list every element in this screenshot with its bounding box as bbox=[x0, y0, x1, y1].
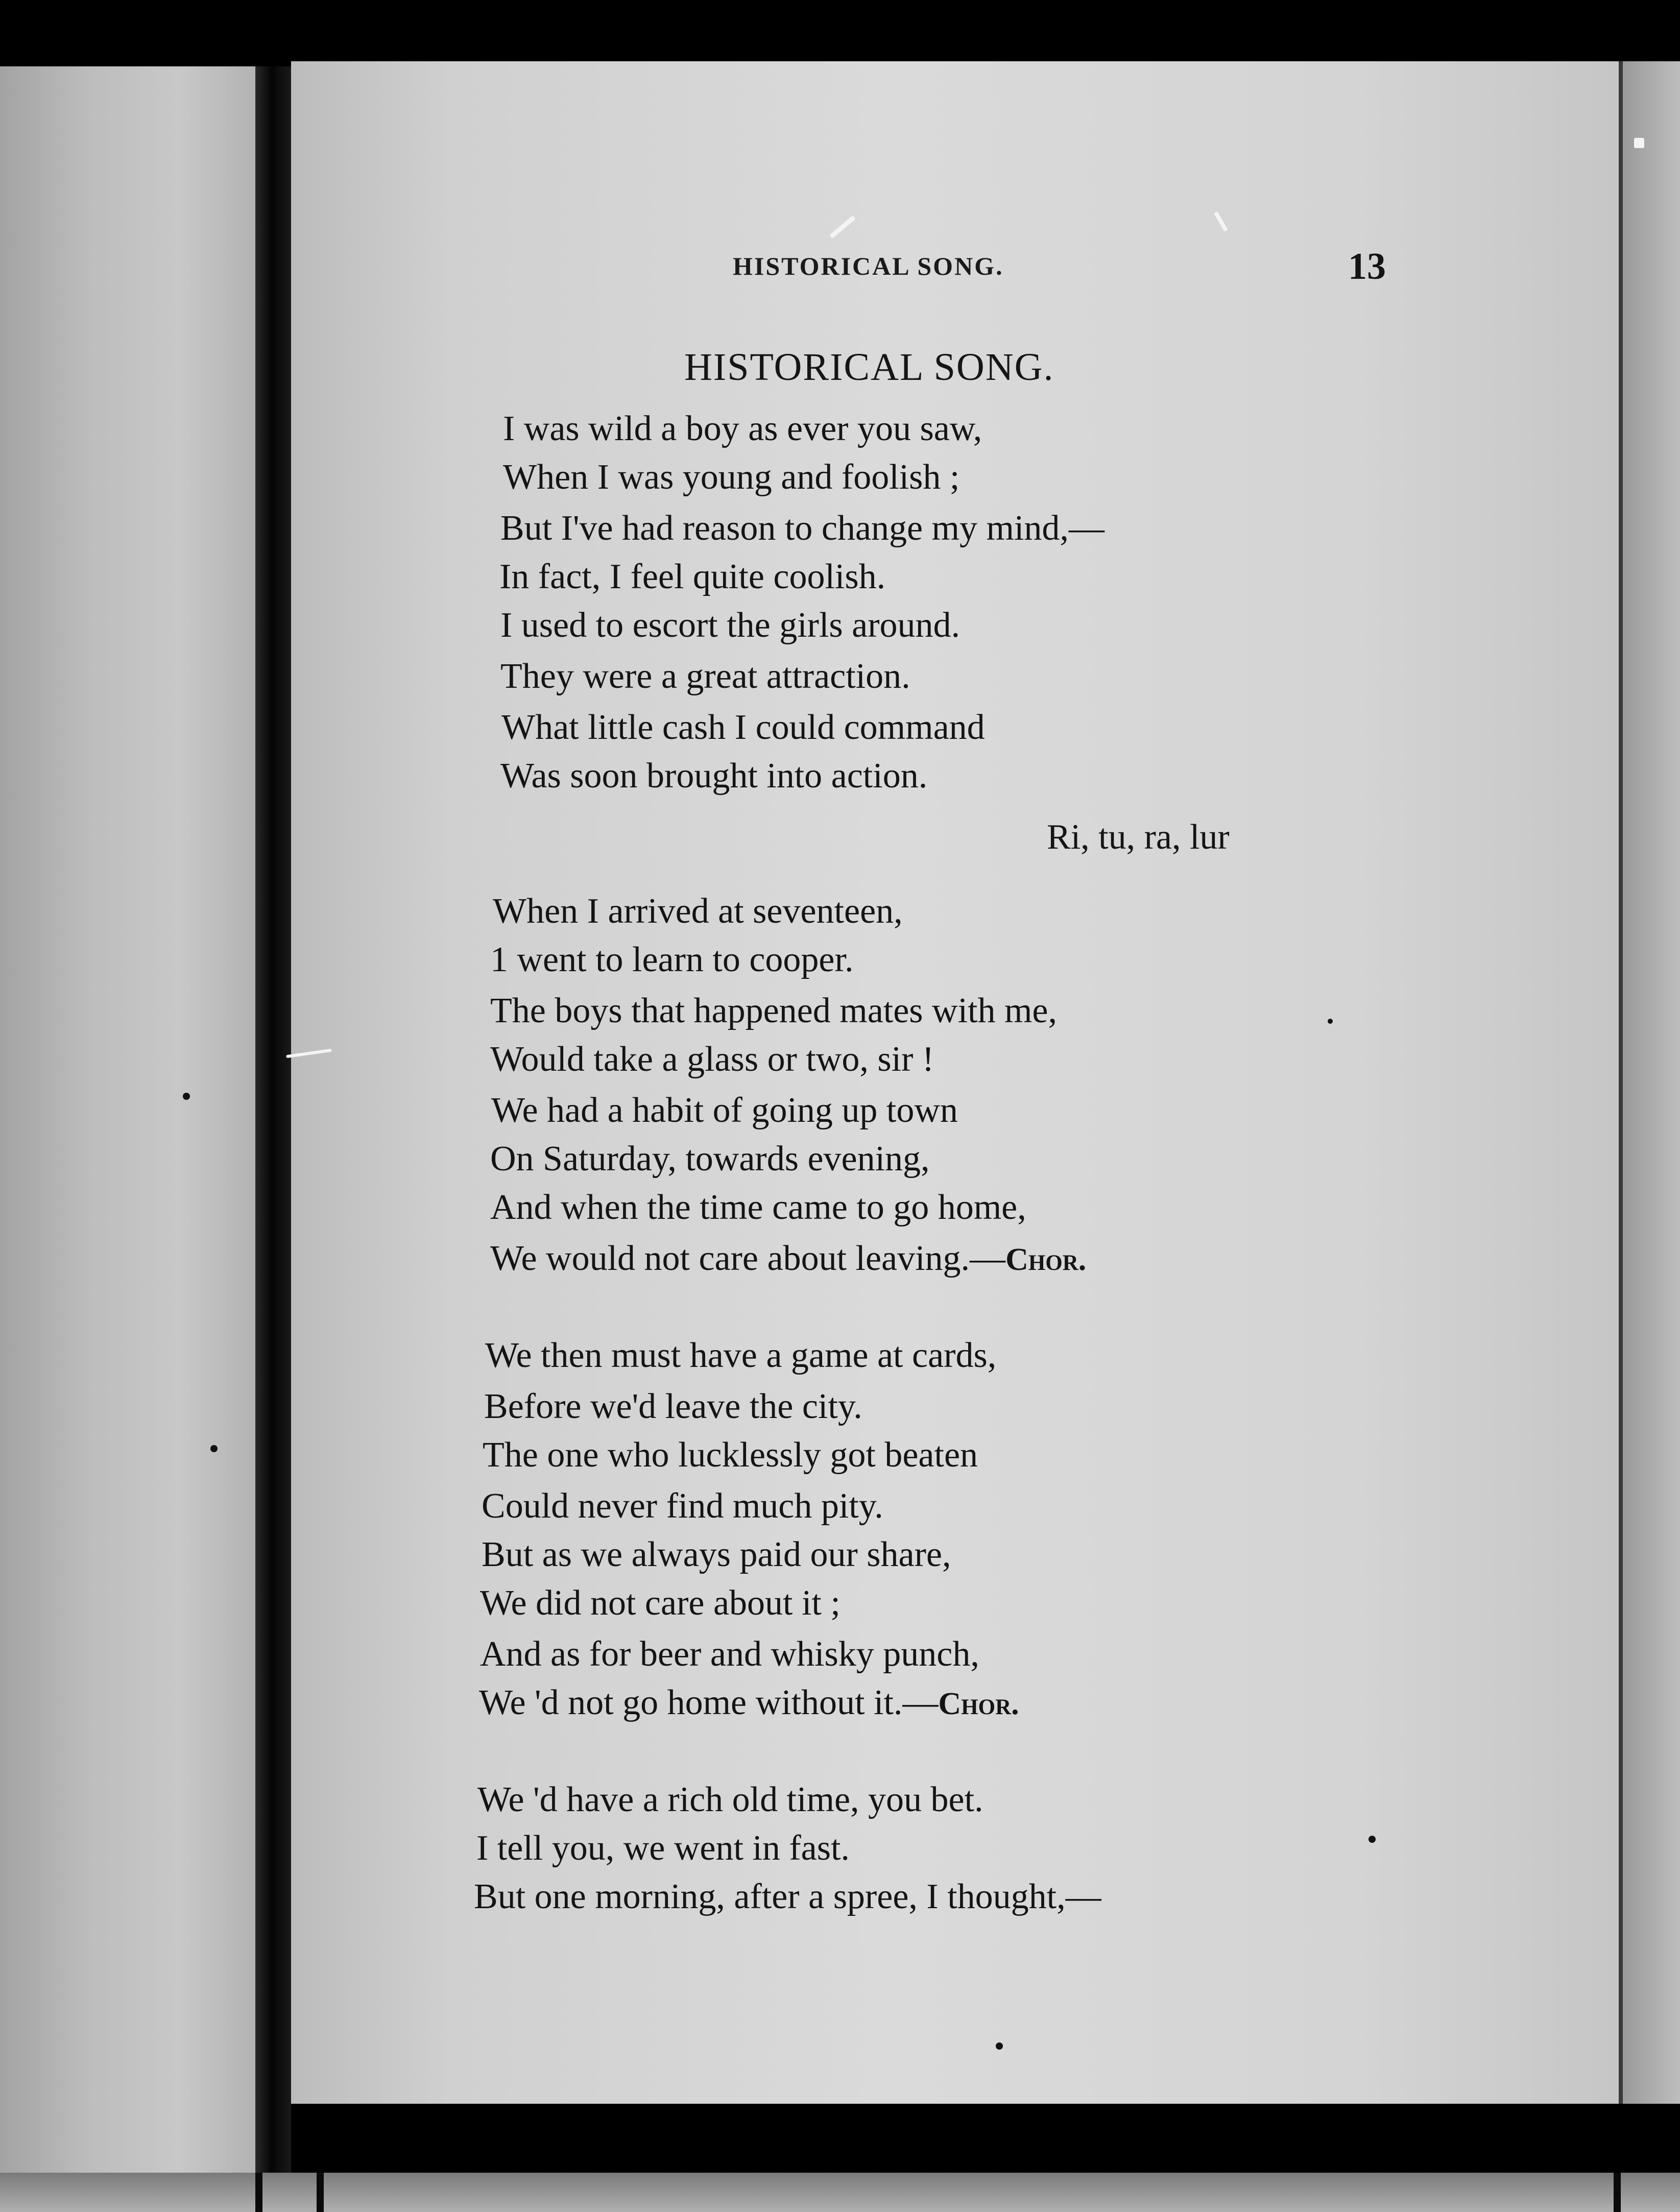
verse-line: When I was young and foolish ; bbox=[503, 458, 960, 497]
page-edge-divider bbox=[1619, 61, 1623, 2104]
running-head: HISTORICAL SONG. bbox=[733, 252, 1004, 280]
chorus-marker: Chor. bbox=[938, 1687, 1019, 1721]
verse-line: And as for beer and whisky punch, bbox=[480, 1634, 979, 1674]
verse-line: In fact, I feel quite coolish. bbox=[499, 557, 886, 596]
book-gutter bbox=[255, 66, 291, 2173]
verse-line: But one morning, after a spree, I thought,— bbox=[474, 1877, 1101, 1916]
verse-line: Was soon brought into action. bbox=[500, 756, 928, 796]
film-speck bbox=[996, 2042, 1003, 2050]
frame-divider bbox=[1614, 2173, 1621, 2212]
refrain-line: Ri, tu, ra, lur bbox=[1047, 818, 1230, 857]
frame-divider bbox=[255, 2173, 262, 2212]
film-speck bbox=[183, 1093, 190, 1100]
verse-line: I tell you, we went in fast. bbox=[476, 1829, 850, 1868]
verse-line: But as we always paid our share, bbox=[482, 1535, 951, 1574]
verse-line: I used to escort the girls around. bbox=[500, 606, 961, 645]
verse-line: Would take a glass or two, sir ! bbox=[490, 1040, 934, 1079]
verse-line bbox=[490, 1238, 1086, 1280]
verse-line: Before we'd leave the city. bbox=[484, 1387, 862, 1426]
verse-line: When I arrived at seventeen, bbox=[493, 892, 903, 931]
verse-line: Could never find much pity. bbox=[482, 1486, 883, 1526]
verse-line: We had a habit of going up town bbox=[491, 1091, 958, 1130]
verse-line-text: We 'd not go home without it.— bbox=[479, 1683, 939, 1722]
film-speck bbox=[210, 1445, 218, 1452]
verse-line: But I've had reason to change my mind,— bbox=[500, 509, 1105, 548]
verse-line: And when the time came to go home, bbox=[490, 1188, 1026, 1227]
verse-line: They were a great attraction. bbox=[500, 657, 910, 696]
verse-line: We did not care about it ; bbox=[480, 1583, 841, 1623]
verse-line: 1 went to learn to cooper. bbox=[490, 940, 854, 979]
verse-line: The one who lucklessly got beaten bbox=[483, 1435, 978, 1475]
verse-line: I was wild a boy as ever you saw, bbox=[503, 409, 982, 448]
verse-line: What little cash I could command bbox=[501, 708, 985, 747]
verse-line: The boys that happened mates with me, bbox=[490, 991, 1057, 1030]
page-number: 13 bbox=[1348, 246, 1386, 287]
film-speck bbox=[1328, 1019, 1333, 1024]
facing-page-left bbox=[0, 66, 255, 2173]
song-title: HISTORICAL SONG. bbox=[684, 346, 1054, 389]
film-speck bbox=[1369, 1836, 1376, 1843]
frame-divider bbox=[317, 2173, 324, 2212]
verse-line: We then must have a game at cards, bbox=[485, 1336, 997, 1375]
verse-line bbox=[479, 1682, 1019, 1724]
facing-page-right bbox=[1623, 61, 1680, 2104]
chorus-marker: Chor. bbox=[1005, 1242, 1087, 1277]
film-scratch bbox=[1634, 138, 1644, 148]
verse-line-text: We would not care about leaving.— bbox=[490, 1239, 1006, 1278]
verse-line: On Saturday, towards evening, bbox=[490, 1139, 930, 1179]
next-frame-strip bbox=[0, 2173, 1680, 2212]
verse-line: We 'd have a rich old time, you bet. bbox=[477, 1780, 983, 1819]
